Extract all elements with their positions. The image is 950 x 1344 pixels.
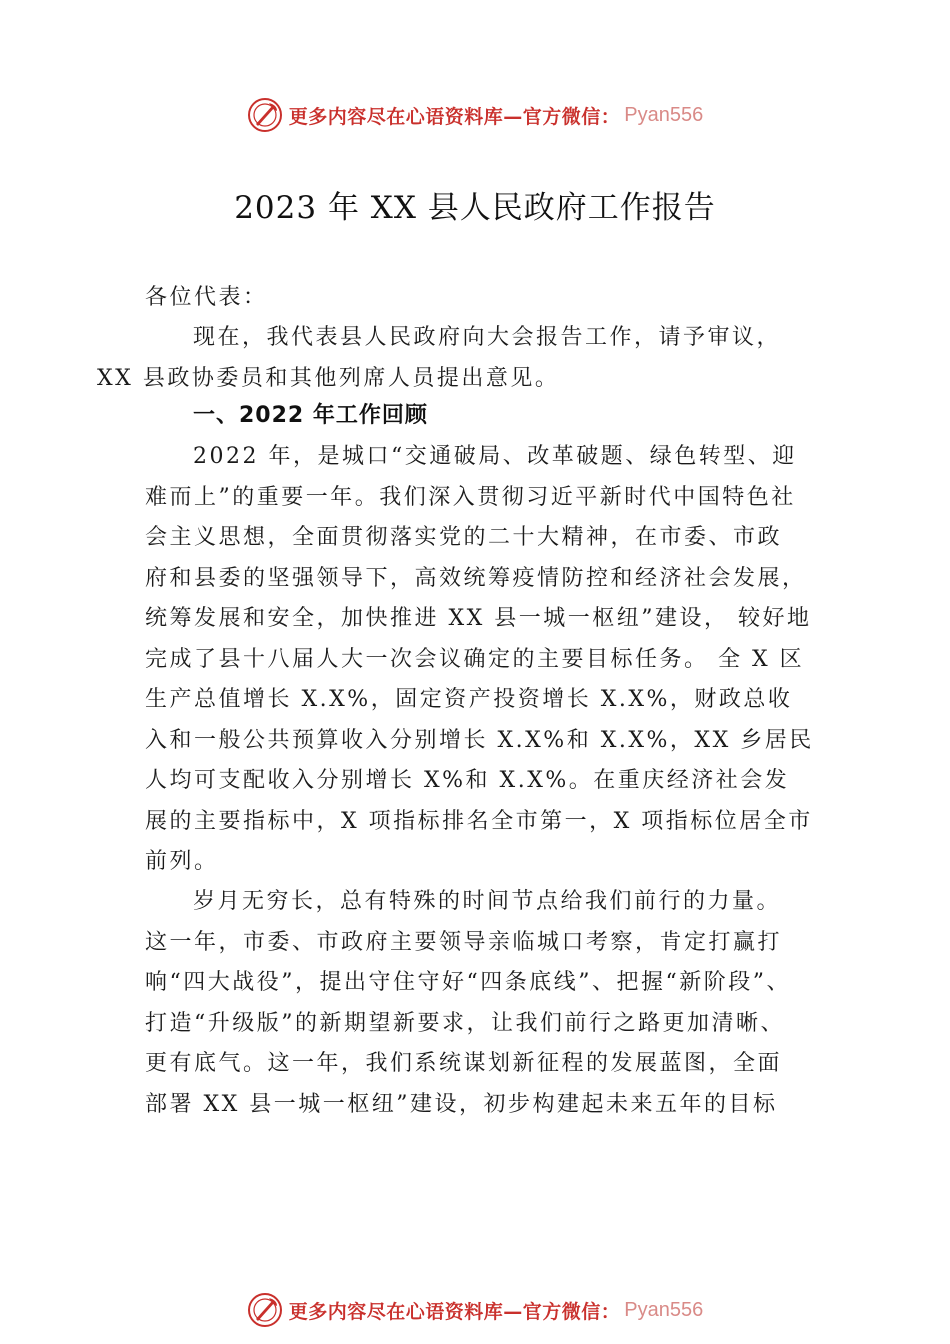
paragraph-line: 更有底气。这一年，我们系统谋划新征程的发展蓝图，全面: [145, 1051, 783, 1076]
banner-text: 更多内容尽在心语资料库—官方微信：: [288, 105, 621, 128]
paragraph-line: 展的主要指标中，X 项指标排名全市第一，X 项指标位居全市: [145, 808, 813, 834]
quill-pen-logo-icon: [247, 97, 283, 133]
paragraph-line: 统筹发展和安全，加快推进 XX 县一城一枢纽”建设， 较好地: [145, 606, 812, 631]
paragraph-line: 生产总值增长 X.X%，固定资产投资增长 X.X%，财政总收: [145, 687, 793, 712]
paragraph-review: [145, 437, 820, 883]
footer-banner: [0, 1288, 950, 1332]
header-banner: [0, 93, 950, 137]
paragraph-line: 人均可支配收入分别增长 X%和 X.X%。在重庆经济社会发: [145, 768, 790, 793]
banner-text: 更多内容尽在心语资料库—官方微信：: [288, 1300, 621, 1323]
paragraph-line: 前列。: [145, 849, 219, 874]
paragraph-line: 岁月无穷长，总有特殊的时间节点给我们前行的力量。: [193, 889, 782, 914]
section-heading: 一、2022 年工作回顾: [193, 403, 428, 428]
paragraph-line: 部署 XX 县一城一枢纽”建设，初步构建起未来五年的目标: [145, 1091, 778, 1117]
paragraph-line: 难而上”的重要一年。我们深入贯彻习近平新时代中国特色社: [145, 484, 796, 510]
document-title: 2023 年 XX 县人民政府工作报告: [234, 190, 716, 226]
paragraph-line: 府和县委的坚强领导下，高效统筹疫情防控和经济社会发展，: [145, 565, 807, 591]
banner-wechat-id: Pyan556: [624, 1298, 704, 1321]
quill-pen-logo-icon: [247, 1292, 283, 1328]
paragraph-intro: [97, 318, 820, 399]
paragraph-line: 入和一般公共预算收入分别增长 X.X%和 X.X%，XX 乡居民: [145, 727, 814, 753]
paragraph-line: 打造“升级版”的新期望新要求，让我们前行之路更加清晰、: [145, 1010, 785, 1036]
banner-wechat-id: Pyan556: [624, 103, 704, 126]
paragraph-milestones: [145, 882, 820, 1125]
paragraph-line: 2022 年，是城口“交通破局、改革破题、绿色转型、迎: [193, 444, 797, 469]
paragraph-line: XX 县政协委员和其他列席人员提出意见。: [97, 365, 560, 391]
paragraph-line: 完成了县十八届人大一次会议确定的主要目标任务。 全 X 区: [145, 646, 805, 672]
salutation: 各位代表：: [145, 285, 268, 310]
paragraph-line: 会主义思想，全面贯彻落实党的二十大精神，在市委、市政: [145, 525, 783, 550]
paragraph-line: 响“四大战役”，提出守住守好“四条底线”、把握“新阶段”、: [145, 970, 791, 995]
paragraph-line: 这一年，市委、市政府主要领导亲临城口考察，肯定打赢打: [145, 929, 783, 955]
paragraph-line: 现在，我代表县人民政府向大会报告工作，请予审议，: [193, 325, 782, 350]
